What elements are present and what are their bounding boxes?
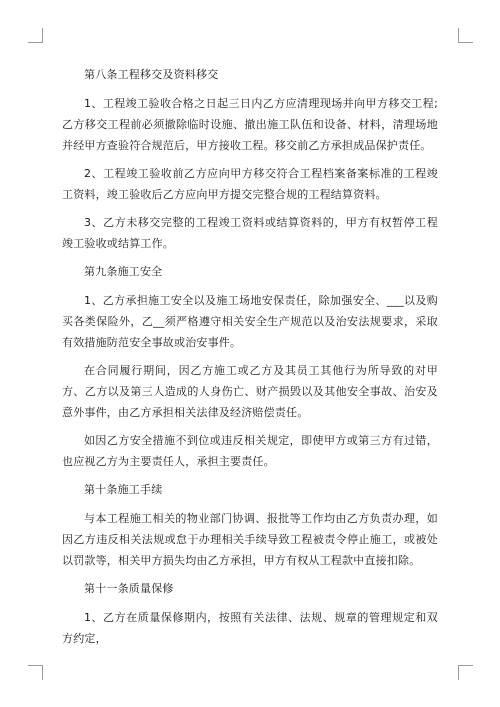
paragraph: 如因乙方安全措施不到位或违反相关规定，即使甲方或第三方有过错，也应视乙方为主要责任人，承担主要责任。 bbox=[62, 434, 438, 468]
section-heading-10: 第十条施工手续 bbox=[84, 483, 163, 496]
paragraph: 1、乙方承担施工安全以及施工场地安保责任，除加强安全、___以及购买各类保险外，乙__须严格遵守相关安全生产规范以及治安法规要求，采取有效措施防范安全事故或治安事件。 bbox=[62, 294, 438, 349]
crop-mark-bottom-left bbox=[28, 665, 43, 680]
paragraph: 1、乙方在质量保修期内，按照有关法律、法规、规章的管理规定和双方约定， bbox=[62, 611, 438, 645]
paragraph: 与本工程施工相关的物业部门协调、报批等工作均由乙方负责办理，如因乙方违反相关法规或怠于办理相关手续导致工程被责令停止施工，或被处以罚款等，相关甲方损失均由乙方承担，甲方有权从工程款中直接扣除。 bbox=[62, 512, 438, 567]
paragraph: 在合同履行期间，因乙方施工或乙方及其员工其他行为所导致的对甲方、乙方以及第三人造成的人身伤亡、财产损毁以及其他安全事故、治安及意外事件，由乙方承担相关法律及经济赔偿责任。 bbox=[62, 364, 438, 419]
paragraph: 1、工程竣工验收合格之日起三日内乙方应清理现场并向甲方移交工程;乙方移交工程前必须撤除临时设施、撤出施工队伍和设备、材料，清理场地并经甲方查验符合规范后，甲方接收工程。移交前乙方承担成品保护责任。 bbox=[62, 97, 438, 152]
section-heading-8: 第八条工程移交及资料移交 bbox=[84, 68, 219, 81]
document-body bbox=[62, 64, 438, 656]
paragraph: 3、乙方未移交完整的工程竣工资料或结算资料的，甲方有权暂停工程竣工验收或结算工作。 bbox=[62, 216, 438, 250]
crop-mark-top-right bbox=[458, 28, 473, 43]
crop-mark-top-left bbox=[28, 28, 43, 43]
crop-mark-bottom-right bbox=[458, 665, 473, 680]
paragraph: 2、工程竣工验收前乙方应向甲方移交符合工程档案备案标准的工程竣工资料，竣工验收后乙方应向甲方提交完整合规的工程结算资料。 bbox=[62, 167, 438, 201]
section-heading-9: 第九条施工安全 bbox=[84, 265, 163, 278]
section-heading-11: 第十一条质量保修 bbox=[84, 582, 174, 595]
